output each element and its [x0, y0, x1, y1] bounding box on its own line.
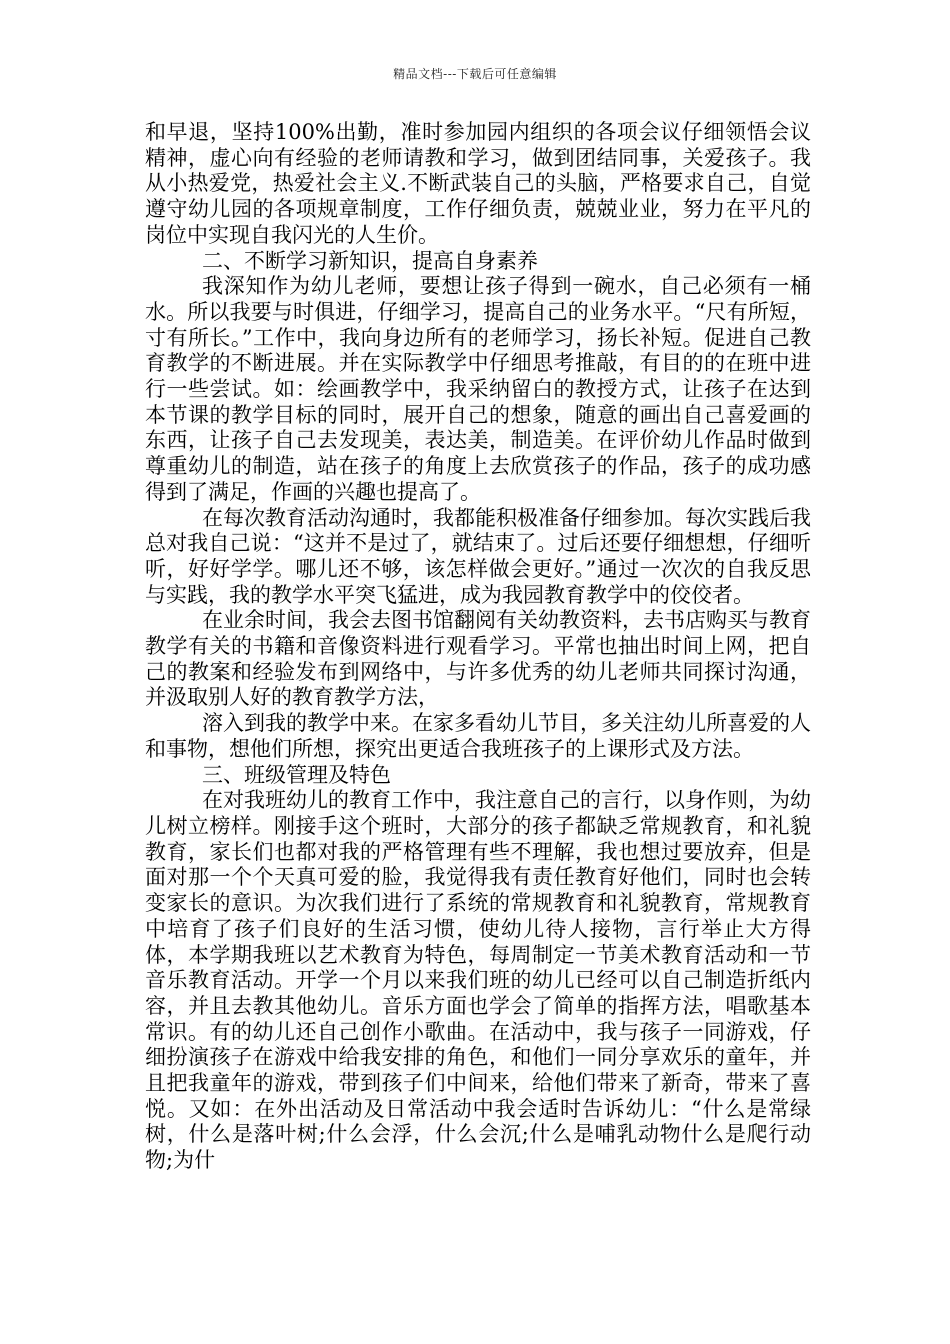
paragraph-study: 我深知作为幼儿老师，要想让孩子得到一碗水，自己必须有一桶水。所以我要与时俱进，仔细学习，提高自己的业务水平。“尺有所短，寸有所长。”工作中，我向身边所有的老师学习，扬长补短。促进自己教育教学的不断进展。并在实际教学中仔细思考推敲，有目的的在班中进行一些尝试。如：绘画教学中，我采纳留白的教授方式，让孩子在达到本节课的教学目标的同时，展开自己的想象，随意的画出自己喜爱画的东西，让孩子自己去发现美，表达美，制造美。在评价幼儿作品时做到尊重幼儿的制造，站在孩子的角度上去欣赏孩子的作品，孩子的成功感得到了满足，作画的兴趣也提高了。: [145, 274, 811, 504]
paragraph-spare-time: 在业余时间，我会去图书馆翻阅有关幼教资料，去书店购买与教育教学有关的书籍和音像资料进行观看学习。平常也抽出时间上网，把自己的教案和经验发布到网络中，与许多优秀的幼儿老师共同探讨沟通，并汲取别人好的教育教学方法，: [145, 608, 811, 710]
paragraph-reflection: 在每次教育活动沟通时，我都能积极准备仔细参加。每次实践后我总对我自己说：“这并不是过了，就结束了。过后还要仔细想想，仔细听听，好好学学。哪儿还不够，该怎样做会更好。”通过一次次的自我反思与实践，我的教学水平突飞猛进，成为我园教育教学中的佼佼者。: [145, 505, 811, 607]
section-heading-2: 二、不断学习新知识，提高自身素养: [202, 248, 538, 273]
paragraph-intro: 和早退，坚持100%出勤，准时参加园内组织的各项会议仔细领悟会议精神，虚心向有经验的老师请教和学习，做到团结同事，关爱孩子。我从小热爱党，热爱社会主义.不断武装自己的头脑，严格要求自己，自觉遵守幼儿园的各项规章制度，工作仔细负责，兢兢业业，努力在平凡的岗位中实现自我闪光的人生价。: [145, 120, 811, 247]
paragraph-integration: 溶入到我的教学中来。在家多看幼儿节目，多关注幼儿所喜爱的人和事物，想他们所想，探究出更适合我班孩子的上课形式及方法。: [145, 711, 811, 761]
document-body: [145, 120, 811, 1174]
paragraph-class-management: 在对我班幼儿的教育工作中，我注意自己的言行，以身作则，为幼儿树立榜样。刚接手这个班时，大部分的孩子都缺乏常规教育，和礼貌教育，家长们也都对我的严格管理有些不理解，我也想过要放弃，但是面对那一个个天真可爱的脸，我觉得我有责任教育好他们，同时也会转变家长的意识。为次我们进行了系统的常规教育和礼貌教育，常规教育中培育了孩子们良好的生活习惯，使幼儿待人接物，言行举止大方得体，本学期我班以艺术教育为特色，每周制定一节美术教育活动和一节音乐教育活动。开学一个月以来我们班的幼儿已经可以自己制造折纸内容，并且去教其他幼儿。音乐方面也学会了简单的指挥方法，唱歌基本常识。有的幼儿还自己创作小歌曲。在活动中，我与孩子一同游戏，仔细扮演孩子在游戏中给我安排的角色，和他们一同分享欢乐的童年，并且把我童年的游戏，带到孩子们中间来，给他们带来了新奇，带来了喜悦。又如：在外出活动及日常活动中我会适时告诉幼儿：“什么是常绿树，什么是落叶树;什么会浮，什么会沉;什么是哺乳动物什么是爬行动物;为什: [145, 788, 811, 1173]
section-heading-3: 三、班级管理及特色: [202, 762, 391, 787]
page-header: 精品文档---下载后可任意编辑: [393, 67, 557, 81]
